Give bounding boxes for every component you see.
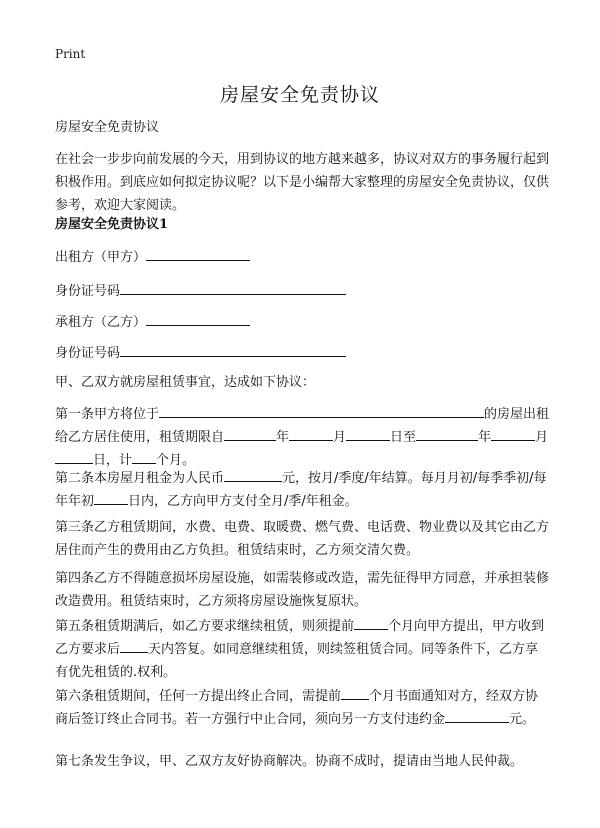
id-line-1 [55,280,550,303]
id-label-2: 身份证号码 [55,346,121,361]
id-blank-2 [120,342,346,357]
lessee-label: 承租方（乙方） [55,315,147,330]
lessee-line [55,311,550,334]
print-label: Print [55,47,86,61]
agreement-intro: 甲、乙双方就房屋租赁事宜，达成如下协议： [55,375,316,390]
lessee-blank [146,311,250,326]
document-subtitle: 房屋安全免责协议 [55,120,160,135]
clause-4: 第四条乙方不得随意损坏房屋设施，如需装修或改造，需先征得甲方同意，并承担装修改造费用。租赁结束时，乙方须将房屋设施恢复原状。 [55,571,550,609]
lessor-label: 出租方（甲方） [55,250,147,265]
intro-paragraph: 在社会一步步向前发展的今天，用到协议的地方越来越多，协议对双方的事务履行起到积极作用。到底应如何拟定协议呢？以下是小编帮大家整理的房屋安全免责协议，仅供参考，欢迎大家阅读。 [55,152,550,213]
clause-7: 第七条发生争议，甲、乙双方友好协商解决。协商不成时，提请由当地人民仲裁。 [55,754,524,769]
clause-3: 第三条乙方租赁期间，水费、电费、取暖费、燃气费、电话费、物业费以及其它由乙方居住而产生的费用由乙方负担。租赁结束时，乙方须交清欠费。 [55,520,550,558]
document-title: 房屋安全免责协议 [219,84,380,106]
id-blank-1 [120,280,346,295]
lessor-line [55,246,550,269]
clause-2: 第二条本房屋月租金为人民币 元，按月/季度/年结算。每月月初/每季季初/每年年初 日内，乙方向甲方支付全月/季/年租金。 [55,467,550,513]
id-line-2 [55,342,550,365]
clause-6: 第六条租赁期间，任何一方提出终止合同，需提前 个月书面通知对方，经双方协商后签订终止合同书。若一方强行中止合同，须向另一方支付违约金 元。 [55,685,550,731]
clause-1: 第一条甲方将位于 的房屋出租给乙方居住使用，租赁期限自 年 月 日至 年 月日，计 个月。 [55,403,550,472]
clause-5: 第五条租赁期满后，如乙方要求继续租赁，则须提前 个月向甲方提出，甲方收到乙方要求后 天内答复。如同意继续租赁，则续签租赁合同。同等条件下，乙方享有优先租赁的.权利。 [55,615,550,684]
lessor-blank [146,246,250,261]
id-label-1: 身份证号码 [55,284,121,299]
section-title: 房屋安全免责协议1 [55,217,169,232]
